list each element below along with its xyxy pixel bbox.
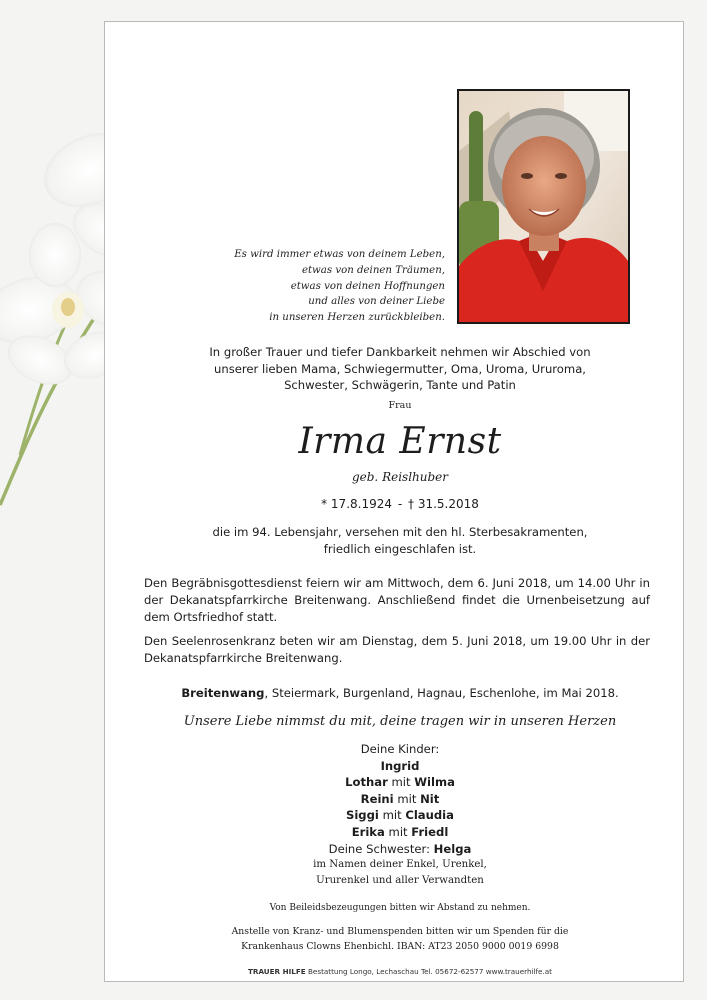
intro-text	[150, 344, 650, 394]
poem-line: und alles von deiner Liebe	[308, 296, 445, 308]
joiner: mit	[387, 775, 415, 790]
partner-name: Wilma	[414, 775, 455, 790]
child-name: Erika	[351, 824, 385, 839]
sister-line	[150, 841, 650, 858]
intro-line: In großer Trauer und tiefer Dankbarkeit nehmen wir Abschied von	[209, 345, 591, 359]
child-line	[150, 824, 650, 841]
donation-line: Krankenhaus Clowns Ehenbichl. IBAN: AT23 2050 9000 0019 6998	[241, 940, 559, 952]
footer-text: Bestattung Longo, Lechaschau Tel. 05672-62577 www.trauerhilfe.at	[305, 967, 552, 976]
poem	[230, 247, 445, 326]
poem-line: Es wird immer etwas von deinem Leben,	[234, 249, 445, 260]
date-separator: -	[397, 497, 403, 511]
child-line	[150, 774, 650, 791]
donation-note	[150, 925, 650, 954]
joiner: mit	[393, 791, 421, 806]
portrait-illustration	[459, 91, 628, 322]
intro-line: unserer lieben Mama, Schwiegermutter, Oma, Uroma, Ururoma,	[214, 361, 586, 376]
children-heading: Deine Kinder:	[360, 742, 440, 756]
family-line: im Namen deiner Enkel, Urenkel,	[313, 859, 487, 871]
child-line	[150, 807, 650, 824]
passing-line: friedlich eingeschlafen ist.	[323, 541, 477, 556]
mourners-list	[150, 741, 650, 889]
partner-name: Claudia	[405, 808, 454, 823]
place-and-date	[150, 686, 650, 700]
condolence-note: Von Beileidsbezeugungen bitten wir Abstand zu nehmen.	[269, 903, 531, 913]
poem-line: etwas von deinen Träumen,	[301, 264, 445, 276]
poem-line: in unseren Herzen zurückbleiben.	[269, 312, 445, 324]
poem-line: etwas von deinen Hoffnungen	[290, 280, 445, 292]
portrait-photo	[457, 89, 630, 324]
salutation: Frau	[388, 400, 412, 411]
partner-name: Nit	[420, 791, 440, 806]
footer	[150, 967, 650, 976]
sister-name: Helga	[433, 841, 472, 856]
family-line: Ururenkel und aller Verwandten	[316, 875, 484, 887]
child-name: Reini	[360, 791, 394, 806]
passing-text	[150, 524, 650, 558]
place-name: Breitenwang	[181, 686, 265, 700]
intro-line: Schwester, Schwägerin, Tante und Patin	[284, 378, 516, 393]
death-date: † 31.5.2018	[408, 497, 479, 511]
child-name: Lothar	[345, 775, 388, 790]
deceased-name: Irma Ernst	[298, 421, 502, 462]
passing-line: die im 94. Lebensjahr, versehen mit den hl. Sterbesakramenten,	[212, 525, 588, 539]
birth-date: * 17.8.1924	[321, 497, 392, 511]
life-dates	[150, 497, 650, 511]
maiden-name: geb. Reislhuber	[351, 470, 449, 484]
child-line	[150, 758, 650, 775]
footer-brand: TRAUER HILFE	[248, 967, 306, 976]
motto: Unsere Liebe nimmst du mit, deine tragen wir in unseren Herzen	[183, 714, 617, 729]
funeral-paragraph: Den Begräbnisgottesdienst feiern wir am Mittwoch, dem 6. Juni 2018, um 14.00 Uhr in der Dekanatspfarrkirche Breitenwang. Anschließend findet die Urnenbeisetzung auf dem Ortsfriedhof statt.	[144, 576, 650, 624]
joiner: mit	[384, 824, 412, 839]
child-line	[150, 791, 650, 808]
partner-name: Friedl	[411, 824, 449, 839]
rosary-paragraph: Den Seelenrosenkranz beten wir am Dienstag, dem 5. Juni 2018, um 19.00 Uhr in der Dekanatspfarrkirche Breitenwang.	[144, 634, 650, 665]
sister-label: Deine Schwester:	[328, 841, 434, 856]
child-name: Siggi	[345, 808, 379, 823]
joiner: mit	[378, 808, 406, 823]
child-name: Ingrid	[380, 758, 420, 773]
family-lines	[150, 857, 650, 889]
donation-line: Anstelle von Kranz- und Blumenspenden bitten wir um Spenden für die	[231, 926, 569, 937]
place-rest: , Steiermark, Burgenland, Hagnau, Eschenlohe, im Mai 2018.	[264, 686, 619, 700]
